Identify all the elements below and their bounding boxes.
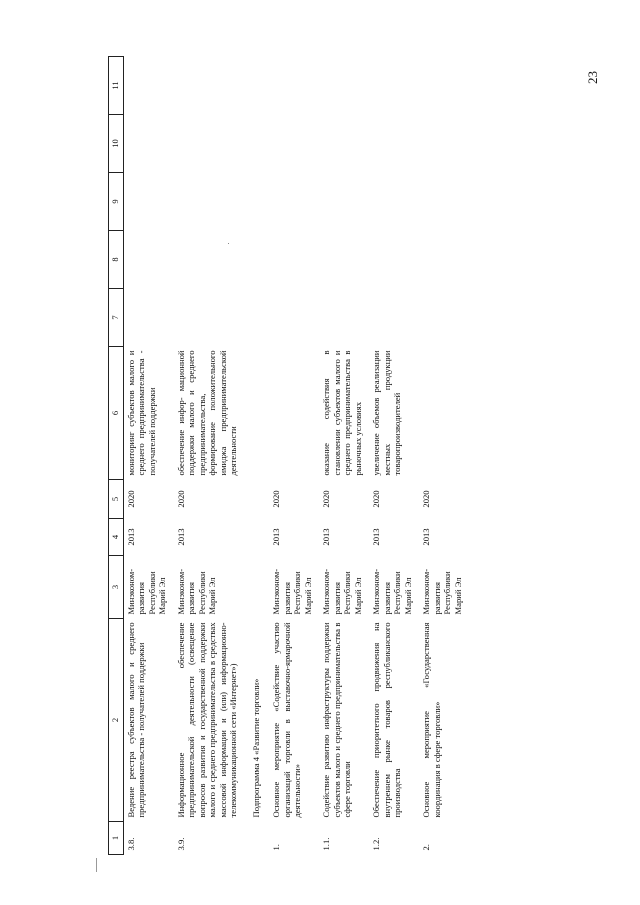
- expected-result: [419, 347, 469, 480]
- measure-name: Основное мероприятие «Государственная координация в сфере торговли»: [421, 622, 442, 818]
- end-year: 2020: [421, 490, 432, 508]
- header-col-9: 9: [109, 173, 124, 231]
- subprogram-title: Подпрограмма 4 «Развитие торговли»: [250, 678, 261, 818]
- header-col-10: 10: [109, 115, 124, 173]
- table-row: [269, 57, 319, 855]
- executor: Минэконом- развития Республики Марий Эл: [175, 568, 218, 615]
- header-col-6: 6: [109, 347, 124, 480]
- expected-result: [269, 347, 319, 480]
- header-col-11: 11: [109, 57, 124, 115]
- header-col-4: 4: [109, 519, 124, 556]
- header-col-5: 5: [109, 480, 124, 519]
- executor: Минэконом- развития Республики Марий Эл: [421, 568, 463, 615]
- start-year: 2013: [175, 528, 186, 546]
- end-year: 2020: [271, 490, 282, 508]
- end-year: 2020: [321, 490, 332, 508]
- table-row: [319, 57, 369, 855]
- row-number: 3.9.: [175, 837, 186, 851]
- table-row: [369, 57, 419, 855]
- measure-name: Основное мероприятие «Содействие участию организаций торговли в выставочно-ярмарочной деятельности»: [271, 622, 303, 818]
- subprogram-row: [245, 57, 269, 855]
- header-col-2: 2: [109, 619, 124, 822]
- expected-result: мониторинг субъектов малого и среднего предпринимательства - получателей поддержки: [126, 350, 157, 476]
- program-measures-table: [108, 56, 469, 855]
- header-col-1: 1: [109, 822, 124, 855]
- end-year: 2020: [371, 490, 382, 508]
- measure-name: Содействие развитию инфраструктуры поддержки субъектов малого и среднего предпринимательства в сфере торговли: [321, 622, 353, 818]
- executor: Минэконом- развития Республики Марий Эл: [126, 568, 168, 615]
- header-col-3: 3: [109, 556, 124, 619]
- start-year: 2013: [421, 528, 432, 546]
- row-number: 1.1.: [321, 837, 332, 851]
- expected-result: оказание содействия в становлении субъектов малого и среднего предпринимательства в рыночных условиях: [321, 350, 363, 476]
- executor: Минэконом- развития Республики Марий Эл: [371, 568, 413, 615]
- row-number: 3.8.: [126, 837, 136, 851]
- rotated-table-container: [108, 81, 518, 855]
- table-row: [124, 57, 174, 855]
- page-number: 23: [585, 71, 600, 84]
- start-year: 2013: [371, 528, 382, 546]
- header-row: [109, 57, 124, 855]
- margin-mark: [96, 858, 97, 872]
- measure-name: Информационное обеспечение предпринимательской деятельности (освещение вопросов развития и государственной поддержки малого и среднего предпринимательства в средствах массовой информации и (или) информационно-телекоммуникационной сети «Интернет»): [175, 622, 239, 818]
- expected-result: обеспечение инфор- мационной поддержки малого и среднего предпринимательства, формирование положительного имиджа предпринимательской деятельности: [175, 350, 239, 476]
- executor: Минэконом- развития Республики Марий Эл: [271, 568, 313, 615]
- executor: Минэконом- развития Республики Марий Эл: [321, 568, 363, 615]
- end-year: 2020: [175, 490, 186, 508]
- header-col-7: 7: [109, 289, 124, 347]
- start-year: 2013: [271, 528, 282, 546]
- end-year: 2020: [126, 490, 136, 508]
- start-year: 2013: [321, 528, 332, 546]
- table-row: [174, 57, 245, 855]
- header-col-8: 8: [109, 231, 124, 289]
- row-number: 2.: [421, 844, 432, 851]
- row-number: 1.2.: [371, 837, 382, 851]
- start-year: 2013: [126, 528, 136, 546]
- measure-name: Ведение реестра субъектов малого и среднего предпринимательства - получателей поддержки: [126, 622, 147, 818]
- measure-name: Обеспечение приоритетного продвижения на внутреннем рынке товаров республиканского производства: [371, 622, 403, 818]
- row-number: 1.: [271, 844, 282, 851]
- expected-result: увеличение объемов реализации местных продукции товаропроизводителей: [371, 350, 403, 476]
- table-row: [419, 57, 469, 855]
